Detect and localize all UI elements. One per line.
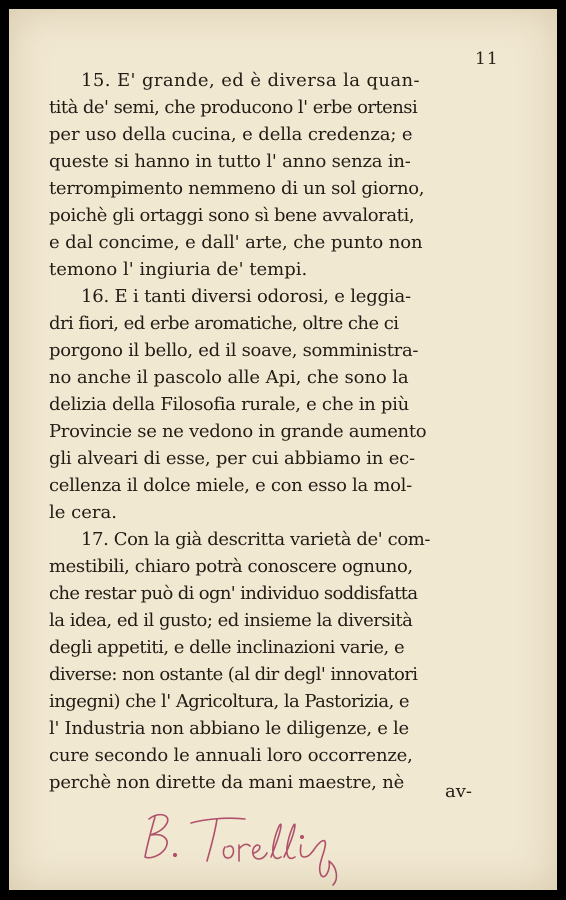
text-line: dri fiori, ed erbe aromatiche, oltre che ci	[49, 313, 399, 334]
text-line: gli alveari di esse, per cui abbiamo in ec-	[49, 448, 415, 469]
text-line: la idea, ed il gusto; ed insieme la diversità	[49, 610, 413, 631]
text-line: e dal concime, e dall' arte, che punto non	[49, 232, 423, 253]
text-line: cellenza il dolce miele, e con esso la mol-	[49, 475, 412, 496]
text-line: terrompimento nemmeno di un sol giorno,	[49, 178, 425, 199]
handwritten-signature	[141, 809, 351, 889]
text-line: diverse: non ostante (al dir degl' innovatori	[49, 664, 418, 685]
catchword: av-	[445, 781, 472, 802]
text-line: tità de' semi, che producono l' erbe ortensi	[49, 97, 418, 118]
text-line: 17. Con la già descritta varietà de' com-	[81, 529, 431, 550]
text-line: no anche il pascolo alle Api, che sono la	[49, 367, 409, 388]
text-line: perchè non dirette da mani maestre, nè	[49, 772, 405, 793]
text-line: 15. E' grande, ed è diversa la quan-	[81, 70, 421, 91]
text-line: poichè gli ortaggi sono sì bene avvalorati,	[49, 205, 415, 226]
text-line: ingegni) che l' Agricoltura, la Pastorizia, e	[49, 691, 410, 712]
text-line: mestibili, chiaro potrà conoscere ognuno,	[49, 556, 413, 577]
text-line: che restar può di ogn' individuo soddisfatta	[49, 583, 418, 604]
text-line: le cera.	[49, 502, 117, 523]
text-line: cure secondo le annuali loro occorrenze,	[49, 745, 413, 766]
text-line: degli appetiti, e delle inclinazioni varie, e	[49, 637, 405, 658]
text-line: Provincie se ne vedono in grande aumento	[49, 421, 427, 442]
text-line: queste si hanno in tutto l' anno senza in-	[49, 151, 411, 172]
text-line: temono l' ingiuria de' tempi.	[49, 259, 308, 280]
text-line: porgono il bello, ed il soave, somministra-	[49, 340, 419, 361]
book-page	[9, 9, 557, 890]
text-line: 16. E i tanti diversi odorosi, e leggia-	[81, 286, 411, 307]
text-line: delizia della Filosofia rurale, e che in più	[49, 394, 409, 415]
text-line: l' Industria non abbiano le diligenze, e le	[49, 718, 409, 739]
page-number: 11	[475, 49, 499, 69]
text-line: per uso della cucina, e della credenza; e	[49, 124, 413, 145]
